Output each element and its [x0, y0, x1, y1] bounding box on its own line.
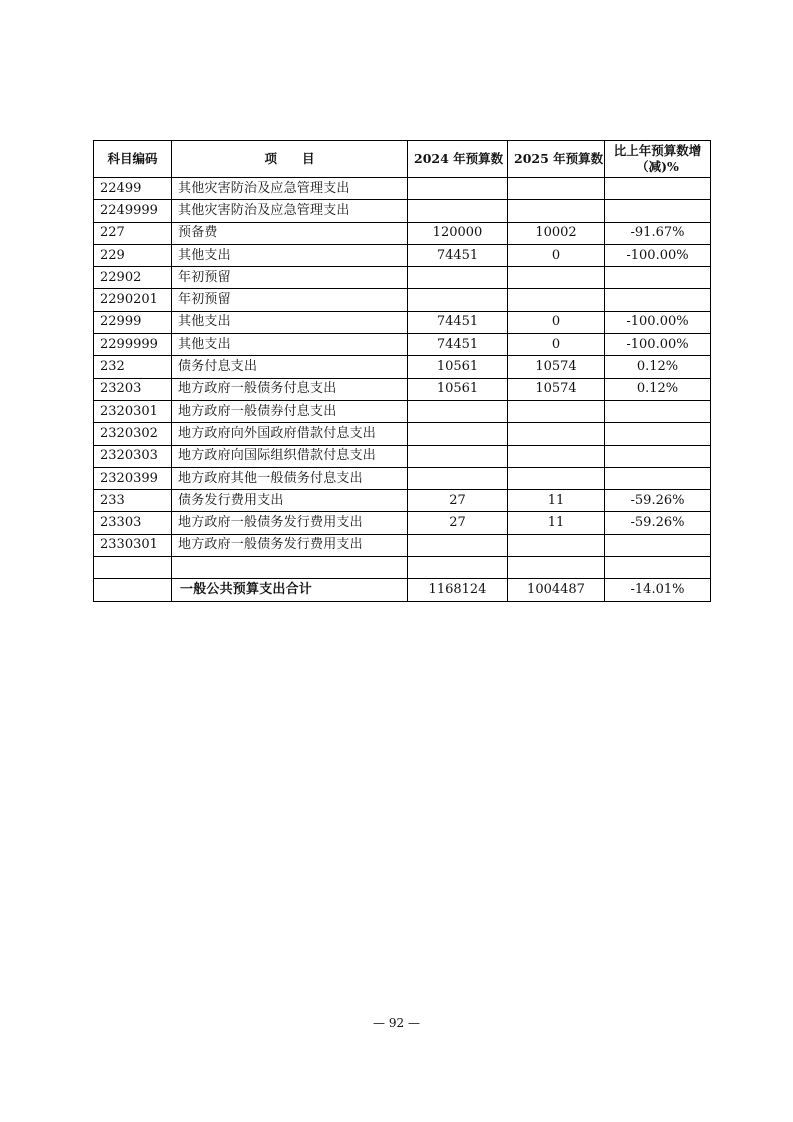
- cell-code: 2290201: [94, 289, 172, 311]
- cell-change-percent: [605, 423, 711, 445]
- cell-item: 其他支出: [172, 244, 408, 266]
- cell-change-percent: [605, 267, 711, 289]
- cell-item: 地方政府一般债务发行费用支出: [172, 534, 408, 556]
- cell-2024-budget: 10561: [408, 378, 508, 400]
- table-row: [94, 445, 711, 467]
- cell-2024-budget: [408, 289, 508, 311]
- table-row: [94, 490, 711, 512]
- header-item: 项 目: [172, 141, 408, 178]
- cell-2025-budget: [508, 445, 605, 467]
- cell-change-percent: [605, 445, 711, 467]
- cell-2025-budget: 0: [508, 244, 605, 266]
- cell-change-percent: [605, 178, 711, 200]
- cell-change-percent: -100.00%: [605, 244, 711, 266]
- cell-code: 23303: [94, 512, 172, 534]
- cell-2025-budget: [508, 400, 605, 422]
- cell-2025-budget: 10574: [508, 378, 605, 400]
- cell-2025-budget: [508, 557, 605, 579]
- cell-2025-budget: [508, 423, 605, 445]
- cell-2025-budget: 0: [508, 334, 605, 356]
- cell-item: 地方政府向外国政府借款付息支出: [172, 423, 408, 445]
- cell-change-percent: -14.01%: [605, 579, 711, 601]
- cell-item: 地方政府向国际组织借款付息支出: [172, 445, 408, 467]
- cell-change-percent: [605, 534, 711, 556]
- cell-code: 227: [94, 222, 172, 244]
- cell-code: 2320302: [94, 423, 172, 445]
- cell-2025-budget: 10574: [508, 356, 605, 378]
- cell-code: [94, 579, 172, 601]
- cell-item: 其他灾害防治及应急管理支出: [172, 178, 408, 200]
- cell-item: 预备费: [172, 222, 408, 244]
- cell-2024-budget: 120000: [408, 222, 508, 244]
- header-change-percent: 比上年预算数增（减)%: [605, 141, 711, 178]
- table-row: [94, 178, 711, 200]
- cell-change-percent: [605, 557, 711, 579]
- cell-code: [94, 557, 172, 579]
- cell-item: 债务发行费用支出: [172, 490, 408, 512]
- page-number: — 92 —: [373, 1016, 420, 1030]
- cell-change-percent: -59.26%: [605, 490, 711, 512]
- cell-2025-budget: [508, 289, 605, 311]
- header-2024-budget: 2024 年预算数: [408, 141, 508, 178]
- cell-2025-budget: [508, 200, 605, 222]
- cell-item: [172, 557, 408, 579]
- cell-2024-budget: 10561: [408, 356, 508, 378]
- cell-change-percent: [605, 467, 711, 489]
- cell-item: 其他灾害防治及应急管理支出: [172, 200, 408, 222]
- cell-item: 地方政府一般债务付息支出: [172, 378, 408, 400]
- header-code: 科目编码: [94, 141, 172, 178]
- cell-item: 其他支出: [172, 334, 408, 356]
- cell-2024-budget: [408, 267, 508, 289]
- cell-item: 年初预留: [172, 289, 408, 311]
- cell-item: 地方政府其他一般债务付息支出: [172, 467, 408, 489]
- cell-2024-budget: [408, 534, 508, 556]
- cell-change-percent: -100.00%: [605, 311, 711, 333]
- cell-2024-budget: 27: [408, 490, 508, 512]
- table-row: [94, 378, 711, 400]
- cell-2025-budget: 11: [508, 490, 605, 512]
- cell-2024-budget: [408, 178, 508, 200]
- table-row: [94, 356, 711, 378]
- cell-2025-budget: 1004487: [508, 579, 605, 601]
- cell-2024-budget: [408, 423, 508, 445]
- cell-code: 2320399: [94, 467, 172, 489]
- table-row: [94, 512, 711, 534]
- cell-2025-budget: [508, 178, 605, 200]
- cell-2024-budget: [408, 557, 508, 579]
- cell-2024-budget: 74451: [408, 334, 508, 356]
- cell-change-percent: [605, 400, 711, 422]
- cell-2024-budget: 1168124: [408, 579, 508, 601]
- table-row: [94, 311, 711, 333]
- cell-code: 2320301: [94, 400, 172, 422]
- cell-item: 其他支出: [172, 311, 408, 333]
- cell-code: 2249999: [94, 200, 172, 222]
- cell-2024-budget: 74451: [408, 244, 508, 266]
- table-row: [94, 334, 711, 356]
- cell-item: 地方政府一般债务发行费用支出: [172, 512, 408, 534]
- table-row: [94, 200, 711, 222]
- cell-item: 年初预留: [172, 267, 408, 289]
- table-body: [94, 178, 711, 602]
- cell-change-percent: -100.00%: [605, 334, 711, 356]
- header-2025-budget: 2025 年预算数: [508, 141, 605, 178]
- table-row: [94, 557, 711, 579]
- cell-2024-budget: 74451: [408, 311, 508, 333]
- cell-change-percent: [605, 289, 711, 311]
- header-row: [94, 141, 711, 178]
- cell-item: 债务付息支出: [172, 356, 408, 378]
- table-row: [94, 423, 711, 445]
- cell-2025-budget: 10002: [508, 222, 605, 244]
- cell-code: 22999: [94, 311, 172, 333]
- cell-2025-budget: [508, 467, 605, 489]
- table-row: [94, 467, 711, 489]
- table-row: [94, 222, 711, 244]
- cell-2025-budget: [508, 267, 605, 289]
- cell-code: 22499: [94, 178, 172, 200]
- cell-code: 2320303: [94, 445, 172, 467]
- table-row: [94, 289, 711, 311]
- cell-change-percent: [605, 200, 711, 222]
- cell-change-percent: 0.12%: [605, 356, 711, 378]
- cell-item: 一般公共预算支出合计: [172, 579, 408, 601]
- cell-2025-budget: 0: [508, 311, 605, 333]
- total-row: [94, 579, 711, 601]
- cell-2024-budget: [408, 200, 508, 222]
- cell-code: 2299999: [94, 334, 172, 356]
- cell-2024-budget: [408, 445, 508, 467]
- cell-code: 22902: [94, 267, 172, 289]
- table-row: [94, 267, 711, 289]
- cell-2025-budget: 11: [508, 512, 605, 534]
- cell-code: 23203: [94, 378, 172, 400]
- cell-code: 232: [94, 356, 172, 378]
- table-row: [94, 244, 711, 266]
- table-row: [94, 534, 711, 556]
- cell-code: 229: [94, 244, 172, 266]
- cell-change-percent: -59.26%: [605, 512, 711, 534]
- cell-item: 地方政府一般债券付息支出: [172, 400, 408, 422]
- cell-2024-budget: [408, 467, 508, 489]
- table-header: [94, 141, 711, 178]
- table-row: [94, 400, 711, 422]
- cell-change-percent: 0.12%: [605, 378, 711, 400]
- cell-code: 233: [94, 490, 172, 512]
- cell-code: 2330301: [94, 534, 172, 556]
- cell-2024-budget: [408, 400, 508, 422]
- cell-2024-budget: 27: [408, 512, 508, 534]
- cell-change-percent: -91.67%: [605, 222, 711, 244]
- budget-expenditure-table: [93, 140, 711, 602]
- cell-2025-budget: [508, 534, 605, 556]
